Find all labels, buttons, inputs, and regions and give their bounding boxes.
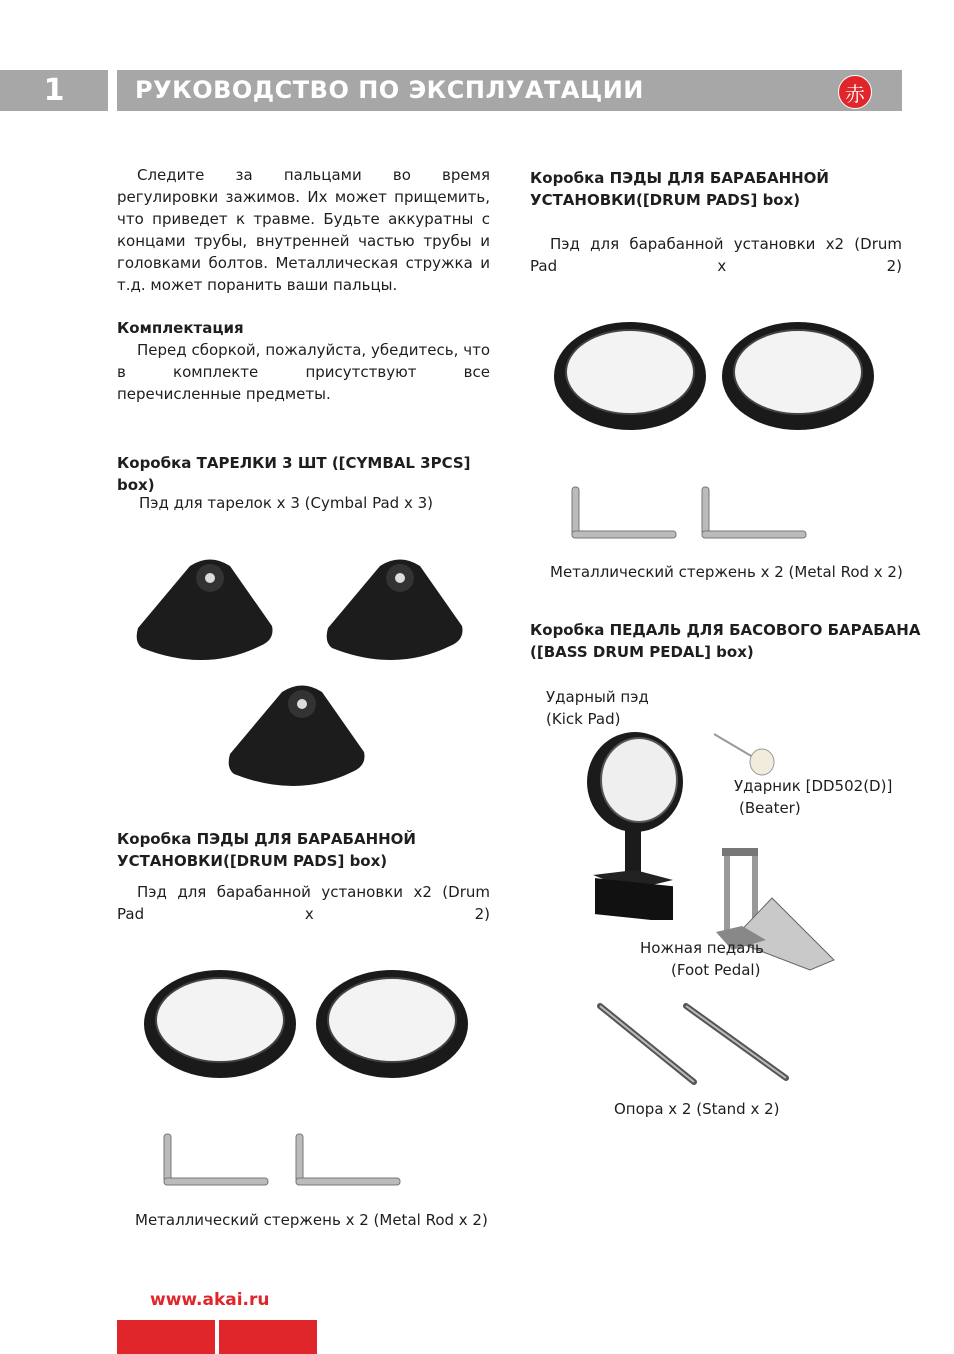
cymbal-item: Пэд для тарелок х 3 (Cymbal Pad x 3) <box>139 494 433 512</box>
beater-label-2: (Beater) <box>739 799 801 817</box>
drum-pads-illustration-right <box>550 320 890 440</box>
metal-rods-illustration-left <box>158 1132 408 1194</box>
metal-rod <box>702 487 806 538</box>
cymbal-heading: Коробка ТАРЕЛКИ 3 ШТ ([CYMBAL 3PCS] box) <box>117 454 471 494</box>
cymbal-pad <box>327 560 463 661</box>
stand-rod <box>686 1006 786 1078</box>
metal-rod-caption-left: Металлический стержень x 2 (Metal Rod x 2) <box>135 1211 488 1229</box>
metal-rod <box>572 487 676 538</box>
drum-pads-illustration-left <box>140 968 480 1088</box>
kit-heading: Комплектация <box>117 319 244 337</box>
drum-pads-item-left: Пэд для барабанной установки x2 (Drum Pad x 2) <box>117 883 490 923</box>
pedal-heading-1: Коробка ПЕДАЛЬ ДЛЯ БАСОВОГО БАРАБАНА <box>530 621 921 639</box>
pedal-heading-2: ([BASS DRUM PEDAL] box) <box>530 643 754 661</box>
drum-pad <box>316 970 468 1078</box>
stand-caption: Опора x 2 (Stand x 2) <box>614 1100 780 1118</box>
foot-pedal-label-1: Ножная педаль <box>640 939 764 957</box>
cymbal-pads-illustration <box>130 548 490 798</box>
drum-pads-heading-left-1: Коробка ПЭДЫ ДЛЯ БАРАБАННОЙ <box>117 830 416 848</box>
cymbal-pad <box>137 560 273 661</box>
footer-bar <box>117 1320 215 1354</box>
cymbal-pad <box>229 686 365 787</box>
drum-pads-heading-left-2: УСТАНОВКИ([DRUM PADS] box) <box>117 852 388 870</box>
beater-illustration <box>710 730 780 778</box>
akai-logo: 赤 <box>838 75 872 109</box>
beater-label-1: Ударник [DD502(D)] <box>734 777 893 795</box>
header-bar <box>117 70 902 111</box>
foot-pedal-label-2: (Foot Pedal) <box>671 961 761 979</box>
kick-pad-illustration <box>575 730 685 920</box>
footer-url[interactable]: www.akai.ru <box>150 1290 270 1310</box>
kick-pad-label-2: (Kick Pad) <box>546 710 621 728</box>
drum-pad <box>144 970 296 1078</box>
metal-rod <box>296 1134 400 1185</box>
intro-paragraph: Следите за пальцами во время регулировки зажимов. Их может прищемить, что приведет к травме. Будьте аккуратны с концами трубы, внутренней частью трубы и головками болтов. Металлическая стружка и т.д. может поранить ваши пальцы. <box>117 166 490 294</box>
metal-rod <box>164 1134 268 1185</box>
kick-pad-label-1: Ударный пэд <box>546 688 649 706</box>
page-number: 1 <box>0 70 108 111</box>
drum-pad <box>554 322 706 430</box>
stands-illustration <box>590 1000 800 1090</box>
drum-pad <box>722 322 874 430</box>
page-title: РУКОВОДСТВО ПО ЭКСПЛУАТАЦИИ <box>135 76 644 104</box>
kit-paragraph: Перед сборкой, пожалуйста, убедитесь, что в комплекте присутствуют все перечисленные предметы. <box>117 341 490 403</box>
metal-rod-caption-right: Металлический стержень x 2 (Metal Rod x 2) <box>550 563 903 581</box>
drum-pads-item-right: Пэд для барабанной установки x2 (Drum Pad x 2) <box>530 235 902 275</box>
footer-bar <box>219 1320 317 1354</box>
drum-pads-heading-right-2: УСТАНОВКИ([DRUM PADS] box) <box>530 191 801 209</box>
drum-pads-heading-right-1: Коробка ПЭДЫ ДЛЯ БАРАБАННОЙ <box>530 169 829 187</box>
metal-rods-illustration-right <box>566 485 816 547</box>
stand-rod <box>600 1006 694 1082</box>
